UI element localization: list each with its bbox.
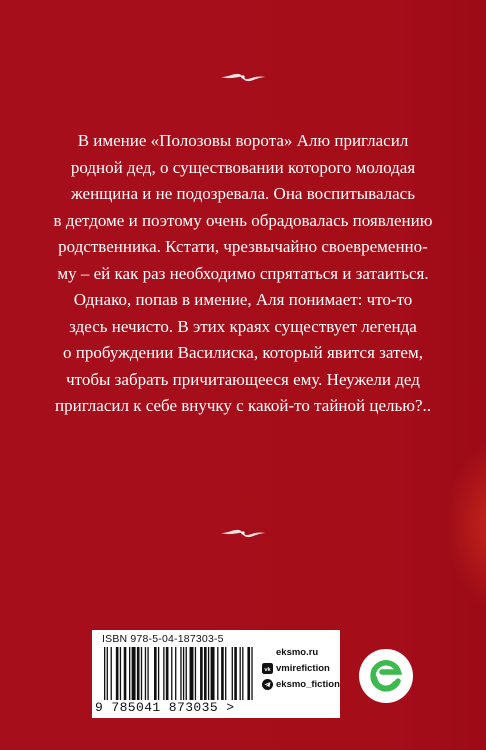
- publisher-contacts: [262, 644, 340, 692]
- eksmo-logo-icon: [358, 648, 414, 704]
- svg-text:vk: vk: [264, 666, 271, 673]
- isbn-text: ISBN 978-5-04-187303-5: [102, 633, 224, 645]
- edge-glow-decoration: [446, 440, 486, 610]
- blurb-line: пригласил к себе внучку с какой-то тайной целью?..: [55, 396, 431, 415]
- blurb-line: родственника. Кстати, чрезвычайно своевременно-: [58, 237, 428, 256]
- blurb-line: В имение «Полозовы ворота» Алю пригласил: [77, 131, 409, 150]
- ornament-bottom-icon: [219, 526, 267, 540]
- blurb-line: о пробуждении Василиска, который явится затем,: [63, 343, 423, 362]
- blurb-line: му – ей как раз необходимо спрятаться и затаиться.: [57, 263, 429, 283]
- blurb-line: Однако, попав в имение, Аля понимает: что-то: [73, 290, 413, 309]
- contact-site: [262, 644, 340, 660]
- ean-digits: 9 785041 873035 >: [95, 700, 235, 715]
- contact-vk: [262, 660, 340, 676]
- telegram-text: eksmo_fiction: [276, 678, 340, 690]
- annotation-text: [40, 128, 446, 420]
- blurb-line: здесь нечисто. В этих краях существует легенда: [69, 316, 417, 336]
- vk-icon: [262, 663, 273, 674]
- site-text: eksmo.ru: [276, 646, 319, 658]
- blurb-line: родной дед, о существовании которого молодая: [70, 157, 416, 177]
- barcode-panel: [92, 630, 340, 718]
- barcode-bars: [104, 647, 254, 700]
- blurb-line: чтобы забрать причитающееся ему. Неужели дед: [66, 369, 420, 389]
- vk-text: vmirefiction: [276, 662, 330, 674]
- blurb-line: в детдоме и поэтому очень обрадовалась появлению: [53, 210, 433, 230]
- ornament-top-icon: [219, 70, 267, 84]
- telegram-icon: [262, 679, 273, 690]
- blurb-line: женщина и не подозревала. Она воспитывалась: [71, 184, 415, 203]
- contact-telegram: [262, 676, 340, 692]
